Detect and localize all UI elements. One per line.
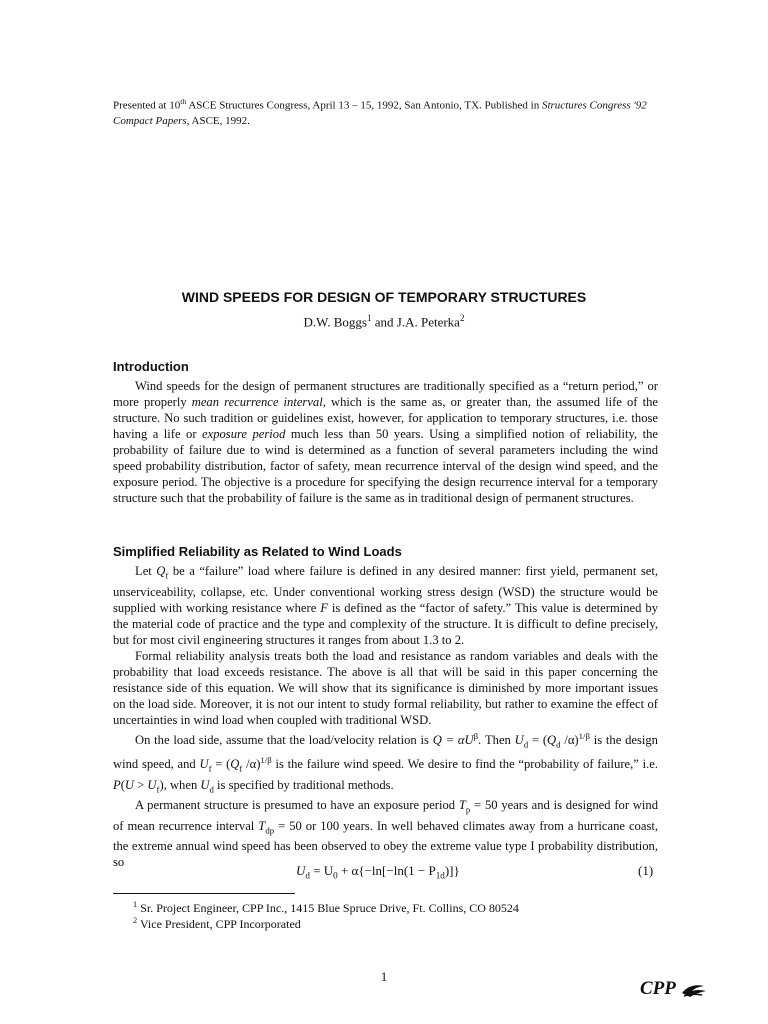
equation-number: (1)	[638, 863, 654, 878]
footnote-1: $^1$ Sr. Project Engineer, CPP Inc., 1415 Blue Spruce Drive, Ft. Collins, CO 80524	[133, 900, 519, 915]
paragraph: On the load side, assume that the load/velocity relation is $Q = \alpha U^\beta$. Then $U_d = (Q_d$ /α)$^{1/\beta}$ is the design wind speed, and $U_f = (Q_f$ /α)$^{1/\beta}$ is the failure wind speed. We desire to find the “probability of failure,” i.e. $P(U > U_f)$, when $U_d$ is specified by traditional methods.	[113, 730, 658, 795]
equation-1: $U_d = U_0 + \alpha\{-\ln[-\ln(1 - P_{1d})]\}$	[296, 863, 460, 881]
paragraph: Formal reliability analysis treats both the load and resistance as random variables and deals with the probability that load exceeds resistance. The above is all that will be said in this paper concerning the resistance side of this equation. We will show that its significance is diminished by more important issues on the load side. Moreover, it is not our intent to study formal reliability, but rather to examine the effect of uncertainties in wind load when coupled with traditional WSD.	[113, 648, 658, 727]
paper-title: WIND SPEEDS FOR DESIGN OF TEMPORARY STRUCTURES	[181, 289, 587, 305]
publication-note: Presented at 10th ASCE Structures Congress, April 13 – 15, 1992, San Antonio, TX. Published in Structures Congress '92 Compact Papers, ASCE, 1992.	[113, 97, 647, 127]
footnote-divider	[113, 893, 295, 894]
authors: D.W. Boggs$^1$ and J.A. Peterka$^2$	[303, 313, 465, 330]
section-heading-reliability: Simplified Reliability as Related to Wind Loads	[113, 544, 402, 559]
footnote-2: $^2$ Vice President, CPP Incorporated	[133, 916, 301, 931]
introduction-paragraph: Wind speeds for the design of permanent structures are traditionally specified as a “return period,” or more properly mean recurrence interval, which is the same as, or greater than, the assumed life of the structure. No such tradition or guidelines exist, however, for application to temporary structures, i.e. those having a life or exposure period much less than 50 years. Using a simplified notion of reliability, the probability of failure due to wind is determined as a function of several parameters including the wind speed probability distribution, factor of safety, mean recurrence interval of the design wind speed, and the exposure period. The objective is a procedure for specifying the design recurrence interval for a temporary structure such that the probability of failure is the same as in traditional design of permanent structures.	[113, 379, 659, 505]
cpp-logo: CPP	[640, 978, 708, 1000]
reliability-section-body	[113, 563, 658, 870]
section-heading-introduction: Introduction	[113, 359, 189, 374]
wind-swoosh-icon	[680, 981, 708, 999]
paragraph: Let $Q_f$ be a “failure” load where failure is defined in any desired manner: first yield, permanent set, unserviceability, collapse, etc. Under conventional working stress design (WSD) the structure would be supplied with working resistance where F is defined as the “factor of safety.” This value is determined by the material code of practice and the type and complexity of the structure. It is difficult to define precisely, but for most civil engineering structures it ranges from about 1.3 to 2.	[113, 564, 658, 647]
page-number: 1	[380, 969, 388, 984]
paragraph: A permanent structure is presumed to have an exposure period $T_p = 50$ years and is designed for wind of mean recurrence interval $T_{dp} = 50$ or 100 years. In well behaved climates away from a hurricane coast, the extreme annual wind speed has been observed to obey the extreme value type I probability distribution, so	[113, 798, 658, 870]
